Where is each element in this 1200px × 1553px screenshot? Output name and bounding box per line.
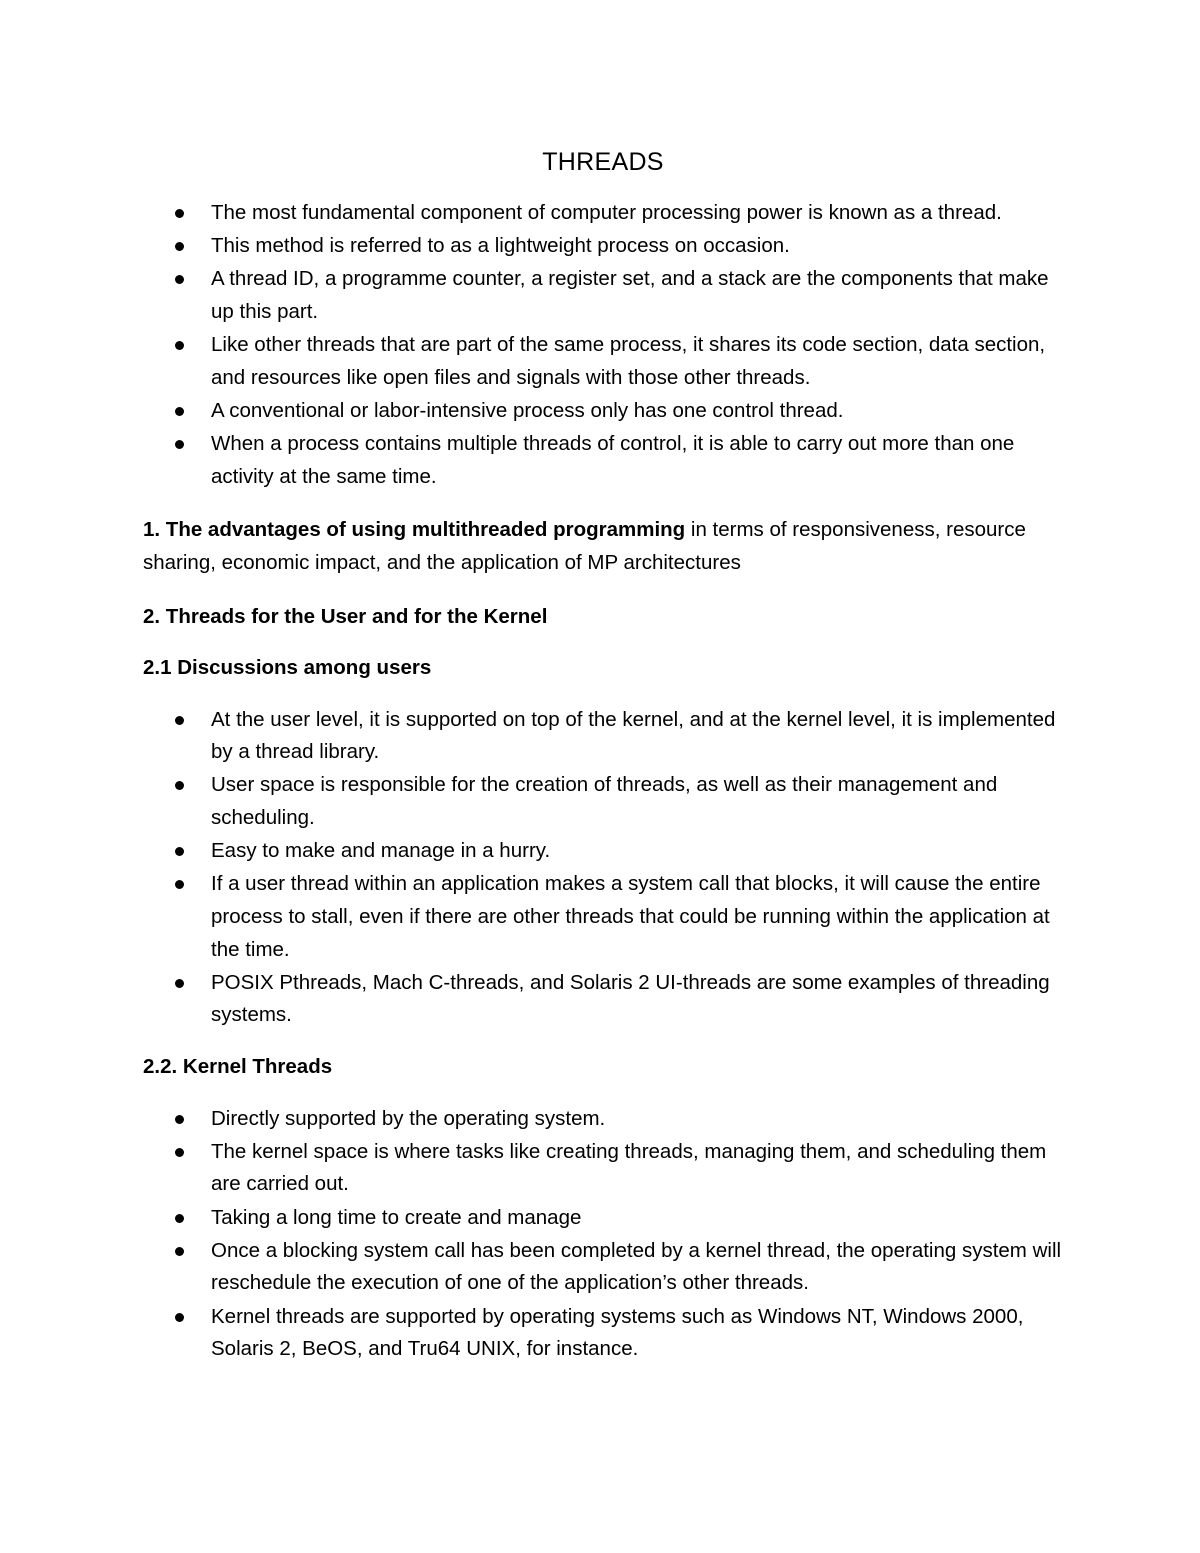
kernel-threads-bullet-list bbox=[143, 1103, 1063, 1366]
page-title: THREADS bbox=[542, 148, 664, 176]
bullet-icon bbox=[175, 1115, 184, 1124]
list-item-text: A thread ID, a programme counter, a register set, and a stack are the components that make up this part. bbox=[211, 267, 1049, 323]
list-item bbox=[143, 263, 1063, 328]
section-2-2-heading: 2.2. Kernel Threads bbox=[143, 1055, 333, 1078]
list-item-text: The kernel space is where tasks like creating threads, managing them, and scheduling them are carried out. bbox=[211, 1139, 1047, 1196]
list-item bbox=[143, 1202, 1063, 1235]
bullet-icon bbox=[175, 1247, 184, 1256]
list-item-text: POSIX Pthreads, Mach C-threads, and Solaris 2 UI-threads are some examples of threading systems. bbox=[211, 970, 1050, 1027]
bullet-icon bbox=[175, 979, 184, 988]
list-item-text: Taking a long time to create and manage bbox=[211, 1205, 582, 1229]
bullet-icon bbox=[175, 1148, 184, 1157]
list-item-text: Once a blocking system call has been completed by a kernel thread, the operating system will reschedule the execution of one of the application’s other threads. bbox=[211, 1238, 1062, 1295]
bullet-icon bbox=[175, 1313, 184, 1322]
bullet-icon bbox=[175, 781, 184, 790]
bullet-icon bbox=[175, 1214, 184, 1223]
user-threads-bullet-list bbox=[143, 704, 1063, 1032]
section-1-paragraph bbox=[143, 514, 1063, 579]
list-item bbox=[143, 1235, 1063, 1300]
bullet-icon bbox=[175, 209, 184, 218]
bullet-icon bbox=[175, 716, 184, 725]
list-item bbox=[143, 769, 1063, 834]
section-2-1-heading: 2.1 Discussions among users bbox=[143, 656, 432, 680]
section-2-heading: 2. Threads for the User and for the Kernel bbox=[143, 604, 548, 628]
section-1-text: in terms of responsiveness, resource sharing, economic impact, and the application of MP architectures bbox=[143, 518, 1026, 574]
bullet-icon bbox=[175, 275, 184, 284]
section-1-heading: 1. The advantages of using multithreaded programming bbox=[143, 518, 686, 542]
list-item-text: User space is responsible for the creation of threads, as well as their management and scheduling. bbox=[211, 773, 998, 830]
list-item bbox=[143, 197, 1063, 230]
list-item bbox=[143, 1136, 1063, 1201]
list-item bbox=[143, 835, 1063, 868]
bullet-icon bbox=[175, 847, 184, 856]
list-item-text: Directly supported by the operating system. bbox=[211, 1106, 606, 1130]
list-item bbox=[143, 395, 1063, 428]
list-item-text: If a user thread within an application makes a system call that blocks, it will cause the entire process to stall, even if there are other threads that could be running within the application at the time. bbox=[211, 872, 1050, 961]
list-item-text: Kernel threads are supported by operating systems such as Windows NT, Windows 2000, Solaris 2, BeOS, and Tru64 UNIX, for instance. bbox=[211, 1304, 1024, 1361]
list-item-text: A conventional or labor-intensive process only has one control thread. bbox=[211, 398, 844, 422]
list-item-text: At the user level, it is supported on top of the kernel, and at the kernel level, it is implemented by a thread library. bbox=[211, 707, 1056, 764]
list-item bbox=[143, 1103, 1063, 1136]
list-item bbox=[143, 704, 1063, 769]
bullet-icon bbox=[175, 407, 184, 416]
bullet-icon bbox=[175, 242, 184, 251]
bullet-icon bbox=[175, 880, 184, 889]
list-item-text: The most fundamental component of computer processing power is known as a thread. bbox=[211, 201, 1002, 224]
list-item bbox=[143, 230, 1063, 263]
list-item-text: This method is referred to as a lightweight process on occasion. bbox=[211, 234, 790, 258]
list-item-text: Easy to make and manage in a hurry. bbox=[211, 839, 551, 863]
bullet-icon bbox=[175, 341, 184, 350]
list-item bbox=[143, 428, 1063, 493]
list-item-text: When a process contains multiple threads of control, it is able to carry out more than one activity at the same time. bbox=[211, 432, 1015, 488]
intro-bullet-list bbox=[143, 197, 1063, 493]
list-item bbox=[143, 967, 1063, 1032]
list-item-text: Like other threads that are part of the same process, it shares its code section, data section, and resources like open files and signals with those other threads. bbox=[211, 333, 1046, 389]
list-item bbox=[143, 1301, 1063, 1366]
document-body bbox=[143, 145, 1063, 1366]
list-item bbox=[143, 329, 1063, 394]
bullet-icon bbox=[175, 440, 184, 449]
list-item bbox=[143, 868, 1063, 966]
